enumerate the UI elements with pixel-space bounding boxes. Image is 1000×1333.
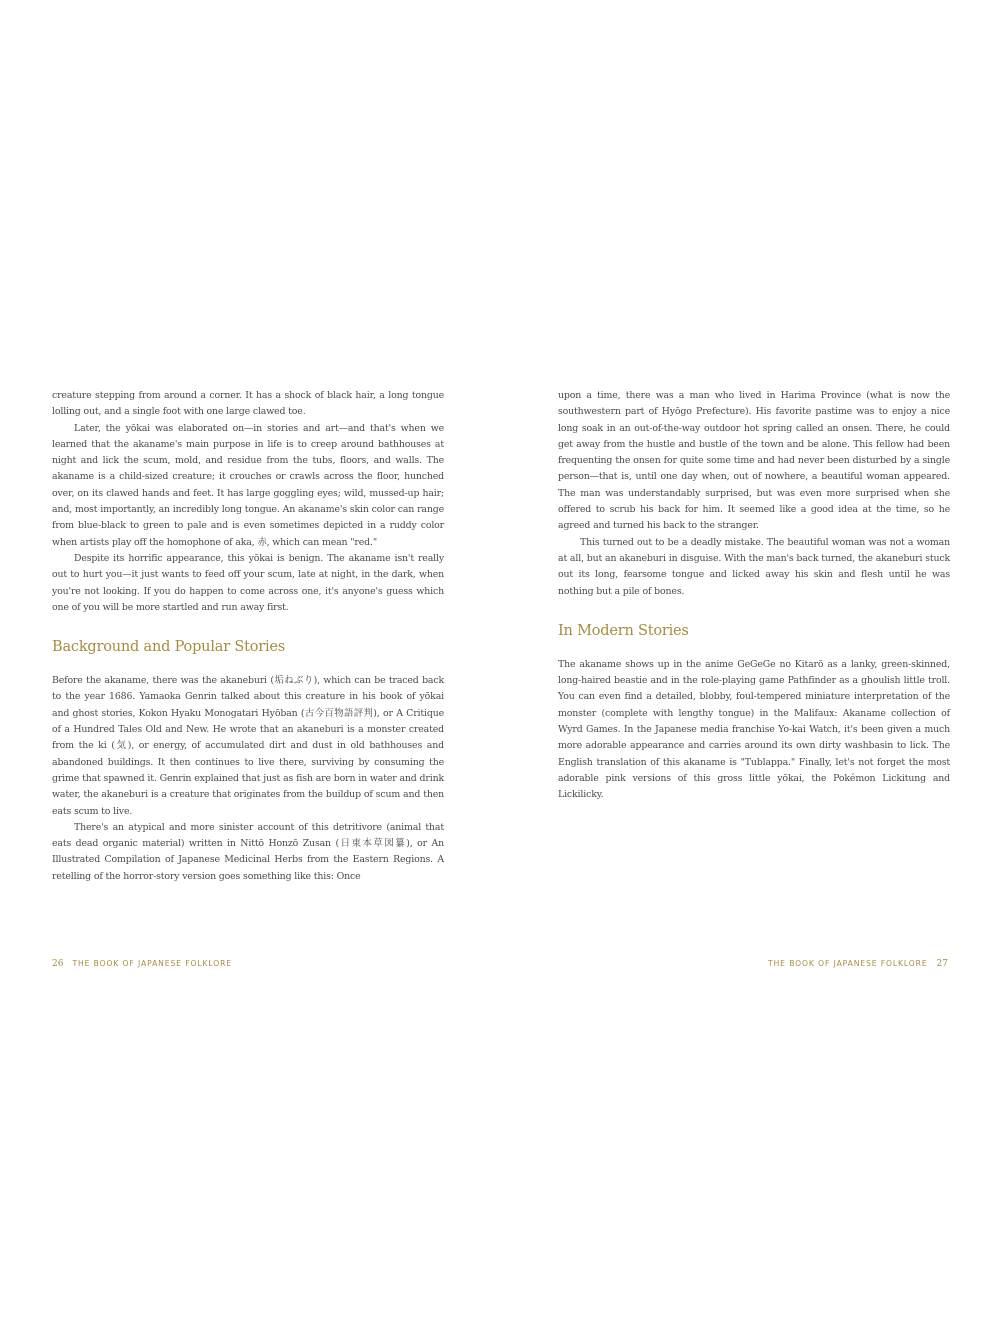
left-paragraph-4: Before the akaname, there was the akaneburi (垢ねぶり), which can be traced back to the year 1686. Yamaoka Genrin talked about this creature in his book of yōkai and ghost stories, Kokon Hyaku Monogatari Hyōban (古今百物語評判), or A Critique of a Hundred Tales Old and New. He wrote that an akaneburi is a monster created from the ki (気), or energy, of accumulated dirt and dust in old bathhouses and abandoned buildings. It then continues to live there, surviving by consuming the grime that spawned it. Genrin explained that just as fish are born in water and drink water, the akaneburi is a creature that originates from the buildup of scum and then eats scum to live. <box>52 675 444 817</box>
right-paragraph-3: The akaname shows up in the anime GeGeGe no Kitarō as a lanky, green-skinned, long-haired beastie and in the role-playing game Pathfinder as a ghoulish little troll. You can even find a detailed, blobby, foul-tempered miniature interpretation of the monster (complete with lengthy tongue) in the Malifaux: Akaname collection of Wyrd Games. In the Japanese media franchise Yo-kai Watch, it's been given a much more adorable appearance and carries around its own dirty washbasin to lick. The English translation of this akaname is "Tublappa." Finally, let's not forget the most adorable pink versions of this gross little yōkai, the Pokémon Lickitung and Lickilicky. <box>558 658 950 801</box>
left-footer <box>52 959 232 969</box>
left-paragraph-1: creature stepping from around a corner. It has a shock of black hair, a long tongue lolling out, and a single foot with one large clawed toe. <box>52 390 444 418</box>
section-heading-background: Background and Popular Stories <box>52 639 286 656</box>
right-paragraph-1: upon a time, there was a man who lived in Harima Province (what is now the southwestern part of Hyōgo Prefecture). His favorite pastime was to enjoy a nice long soak in an out-of-the-way outdoor hot spring called an onsen. There, he could get away from the hustle and bustle of the town and be alone. This fellow had been frequenting the onsen for quite some time and had never been disturbed by a single person—that is, until one day when, out of nowhere, a beautiful woman appeared. The man was understandably surprised, but was even more surprised when she offered to scrub his back for him. It seemed like a good idea at the time, so he agreed and turned his back to the stranger. <box>558 390 950 532</box>
right-footer <box>768 959 948 969</box>
section-heading-modern: In Modern Stories <box>558 622 689 639</box>
left-paragraph-3: Despite its horrific appearance, this yōkai is benign. The akaname isn't really out to hurt you—it just wants to feed off your scum, late at night, in the dark, when you're not looking. If you do happen to come across one, it's anyone's guess which one of you will be more startled and run away first. <box>52 552 444 613</box>
left-paragraph-5: There's an atypical and more sinister account of this detritivore (animal that eats dead organic material) written in Nittō Honzō Zusan (日東本草図纂), or An Illustrated Compilation of Japanese Medicinal Herbs from the Eastern Regions. A retelling of the horror-story version goes something like this: Once <box>52 821 444 882</box>
right-running-title: THE BOOK OF JAPANESE FOLKLORE <box>768 959 928 968</box>
left-page-number: 26 <box>52 959 64 969</box>
left-page <box>52 388 444 885</box>
right-page <box>558 388 950 804</box>
right-page-number: 27 <box>936 959 948 969</box>
left-running-title: THE BOOK OF JAPANESE FOLKLORE <box>72 959 232 968</box>
right-paragraph-2: This turned out to be a deadly mistake. The beautiful woman was not a woman at all, but an akaneburi in disguise. With the man's back turned, the akaneburi stuck out its long, fearsome tongue and licked away his skin and flesh until he was nothing but a pile of bones. <box>558 536 950 597</box>
left-paragraph-2: Later, the yōkai was elaborated on—in stories and art—and that's when we learned that the akaname's main purpose in life is to creep around bathhouses at night and lick the scum, mold, and residue from the tubs, floors, and walls. The akaname is a child-sized creature; it crouches or crawls across the floor, hunched over, on its clawed hands and feet. It has large goggling eyes; wild, mussed-up hair; and, most importantly, an incredibly long tongue. An akaname's skin color can range from blue-black to green to pale and is even sometimes depicted in a ruddy color when artists play off the homophone of aka, 赤, which can mean "red." <box>52 422 444 548</box>
